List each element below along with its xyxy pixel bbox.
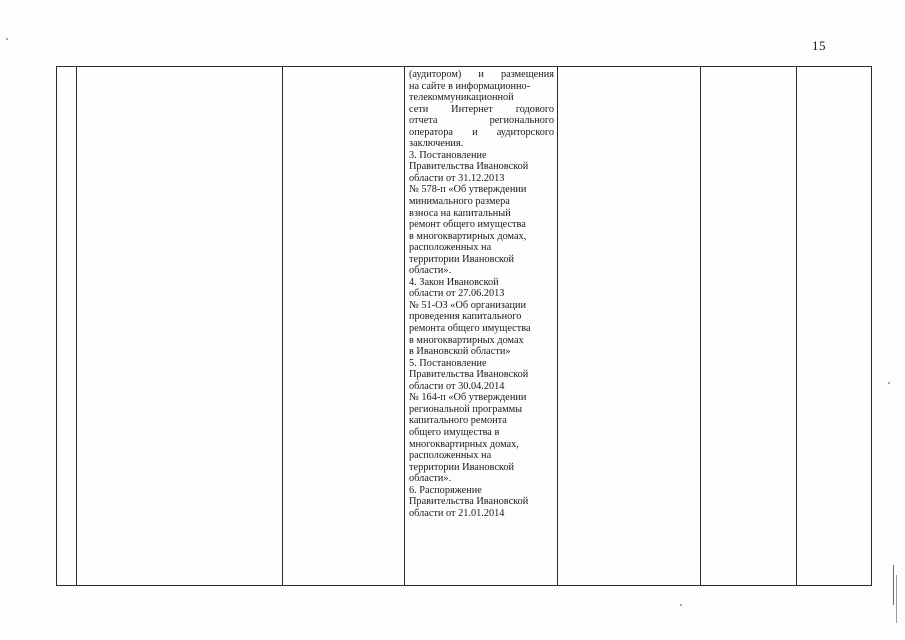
- text-line: Правительства Ивановской: [409, 369, 529, 381]
- text-line: Правительства Ивановской: [409, 496, 529, 508]
- table-cell-col-6: [701, 67, 797, 586]
- text-line: заключения.: [409, 138, 464, 150]
- scan-edge-mark: [893, 565, 894, 605]
- legal-basis-text: [409, 69, 554, 519]
- text-line: области».: [409, 473, 452, 485]
- text-line: № 164-п «Об утверждении: [409, 392, 527, 404]
- table-cell-col-3: [283, 67, 405, 586]
- text-line: 4. Закон Ивановской: [409, 276, 499, 288]
- text-line: 3. Постановление: [409, 149, 487, 161]
- text-line: на сайте в информационно-: [409, 80, 531, 92]
- text-line: № 578-п «Об утверждении: [409, 184, 527, 196]
- text-line: области от 27.06.2013: [409, 288, 505, 300]
- scan-speck: [6, 38, 8, 40]
- text-line: расположенных на: [409, 242, 492, 254]
- page-number: 15: [812, 38, 826, 53]
- text-line: территории Ивановской: [409, 461, 515, 473]
- text-line: в многоквартирных домах: [409, 334, 524, 346]
- text-line: 6. Распоряжение: [409, 484, 482, 496]
- text-line: области от 30.04.2014: [409, 380, 505, 392]
- table-cell-number: [57, 67, 77, 586]
- text-line: отчета регионального: [409, 115, 554, 127]
- text-line: ремонта общего имущества: [409, 323, 531, 335]
- scan-edge-mark: [896, 575, 897, 623]
- text-line: области от 21.01.2014: [409, 507, 505, 519]
- text-line: многоквартирных домах,: [409, 438, 519, 450]
- text-line: области от 31.12.2013: [409, 172, 505, 184]
- table-row: [57, 67, 872, 586]
- document-table: [56, 66, 872, 586]
- scan-speck: [680, 604, 682, 606]
- text-line: Правительства Ивановской: [409, 161, 529, 173]
- text-line: области».: [409, 265, 452, 277]
- text-line: проведения капитального: [409, 311, 522, 323]
- text-line: минимального размера: [409, 196, 510, 208]
- table-cell-legal-basis: [405, 67, 558, 586]
- text-line: территории Ивановской: [409, 253, 515, 265]
- text-line: сети Интернет годового: [409, 103, 554, 115]
- text-line: региональной программы: [409, 403, 523, 415]
- text-line: 5. Постановление: [409, 357, 487, 369]
- text-line: оператора и аудиторского: [409, 126, 554, 138]
- text-line: ремонт общего имущества: [409, 219, 526, 231]
- text-line: расположенных на: [409, 450, 492, 462]
- text-line: (аудитором) и размещения: [409, 69, 554, 80]
- text-line: капитального ремонта: [409, 415, 507, 427]
- text-line: в Ивановской области»: [409, 346, 511, 358]
- text-line: взноса на капитальный: [409, 207, 511, 219]
- text-line: в многоквартирных домах,: [409, 230, 527, 242]
- text-line: общего имущества в: [409, 426, 500, 438]
- text-line: № 51-ОЗ «Об организации: [409, 299, 526, 311]
- text-line: телекоммуникационной: [409, 92, 514, 104]
- table-cell-col-7: [797, 67, 872, 586]
- scan-speck: [888, 382, 890, 384]
- table-cell-col-2: [77, 67, 283, 586]
- table-cell-col-5: [558, 67, 701, 586]
